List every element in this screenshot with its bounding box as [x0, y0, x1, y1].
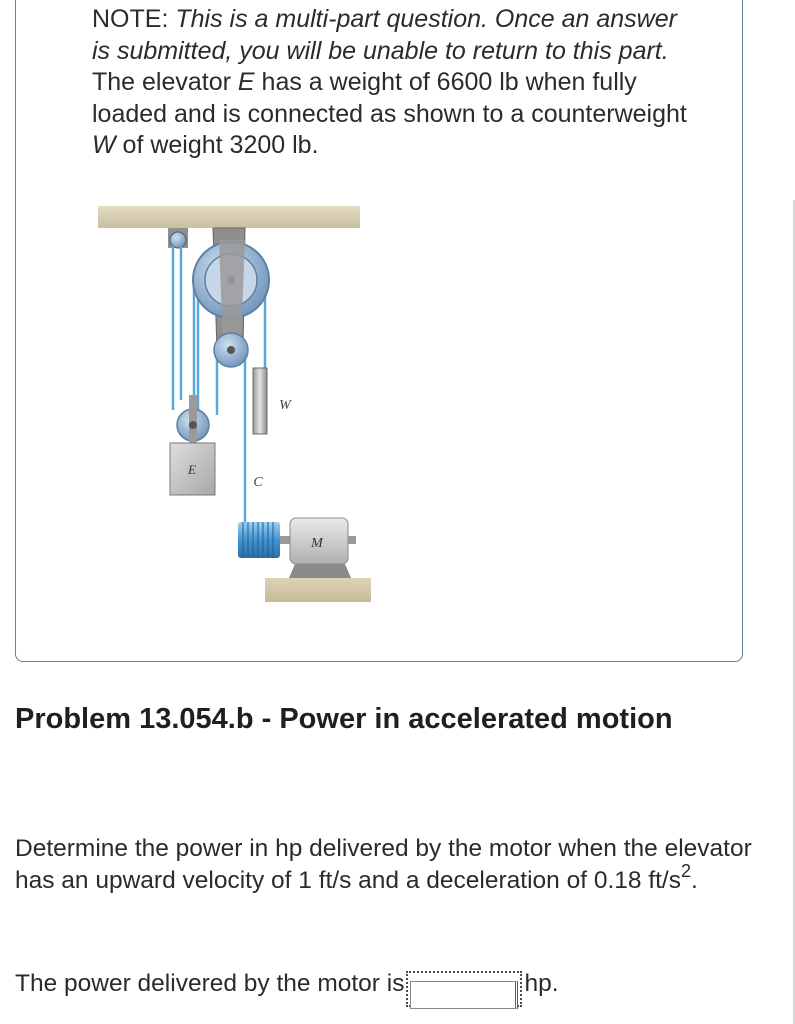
note-prefix: NOTE:	[92, 5, 176, 33]
label-m: M	[311, 536, 323, 551]
question-body: Determine the power in hp delivered by the motor when the elevator has an upward velocity of 1 ft/s and a deceleration of 0.18 ft/s	[15, 835, 752, 894]
floor	[265, 578, 371, 602]
statement-var-e: E	[237, 68, 255, 96]
drum-windings	[243, 522, 273, 558]
question-text	[15, 833, 785, 897]
answer-line	[15, 966, 559, 1007]
question-period: .	[691, 867, 698, 894]
left-pulley	[170, 232, 186, 248]
elevator-figure	[95, 200, 375, 610]
answer-unit: hp.	[524, 970, 559, 997]
drum	[238, 522, 280, 558]
answer-input[interactable]	[410, 981, 518, 1009]
motor-base	[289, 564, 351, 578]
label-c: C	[253, 475, 263, 490]
motor-shaft-end	[348, 536, 356, 544]
note-text	[92, 4, 692, 162]
note-italic: This is a multi-part question. Once an answer is submitted, you will be unable to return to this part.	[92, 5, 677, 65]
elevator-pulley-axle	[189, 421, 197, 429]
answer-input-wrapper	[406, 971, 522, 1007]
question-exponent: 2	[681, 861, 692, 881]
counterweight-w	[253, 368, 267, 434]
ceiling	[98, 206, 360, 228]
label-w: W	[279, 398, 291, 413]
problem-title: Problem 13.054.b - Power in accelerated motion	[15, 703, 673, 735]
statement-var-w: W	[92, 131, 116, 159]
statement-part: The elevator	[92, 68, 238, 96]
lower-pulley-axle	[227, 346, 235, 354]
answer-prefix: The power delivered by the motor is	[15, 970, 405, 997]
note-paragraph	[92, 4, 692, 67]
elevator-diagram	[95, 200, 375, 610]
problem-statement	[92, 67, 692, 162]
statement-part: of weight 3200 lb.	[115, 131, 319, 159]
statement-part: has a weight of 6600 lb when fully loaded and is connected as shown to a counterweight	[92, 68, 687, 128]
label-e: E	[188, 462, 196, 477]
